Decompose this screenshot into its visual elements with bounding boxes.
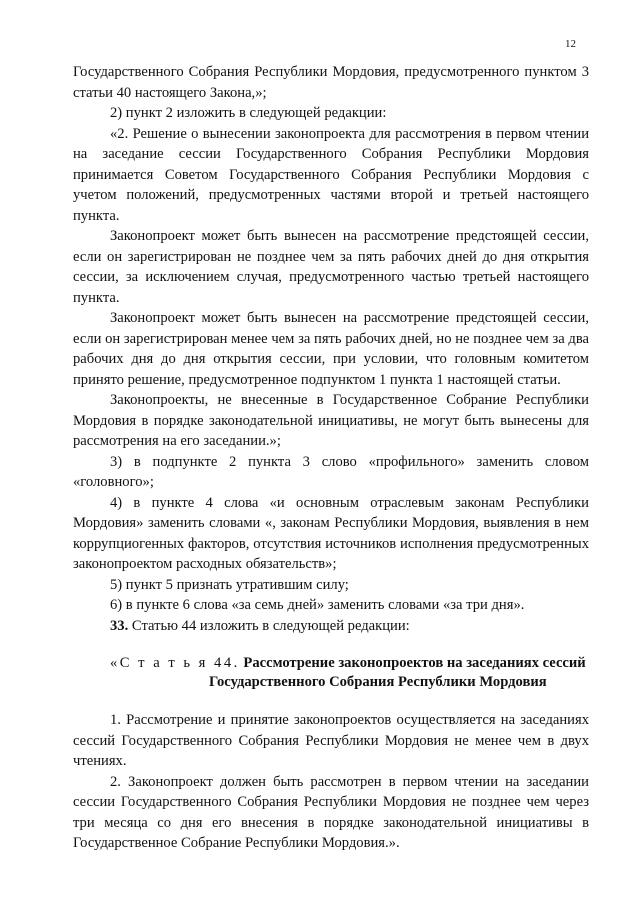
- page-number: 12: [565, 38, 576, 50]
- document-body: [73, 62, 589, 854]
- paragraph: 5) пункт 5 признать утратившим силу;: [110, 576, 349, 593]
- article-heading: [73, 654, 589, 692]
- paragraph: 2. Законопроект должен быть рассмотрен в первом чтении на заседании сессии Государственного Собрания Республики Мордовия не позднее чем через три месяца со дня его внесения в порядке законодательной инициативы в Государственное Собрание Республики Мордовия.».: [73, 773, 589, 851]
- item-33-paragraph: [73, 616, 589, 637]
- paragraph: Государственного Собрания Республики Мордовия, предусмотренного пунктом 3 статьи 40 настоящего Закона,»;: [73, 64, 589, 101]
- paragraph: 6) в пункте 6 слова «за семь дней» заменить словами «за три дня».: [110, 597, 525, 613]
- article-title-line-2: Государственного Собрания Республики Мордовия: [209, 674, 547, 690]
- paragraph: Законопроекты, не внесенные в Государственное Собрание Республики Мордовия в порядке законодательной инициативы, не могут быть вынесены для рассмотрения на его заседании.»;: [73, 392, 589, 449]
- paragraph: 3) в подпункте 2 пункта 3 слово «профильного» заменить словом «головного»;: [73, 453, 589, 490]
- paragraph: 2) пункт 2 изложить в следующей редакции:: [110, 105, 387, 121]
- paragraph: «2. Решение о вынесении законопроекта для рассмотрения в первом чтении на заседание сессии Государственного Собрания Республики Мордовия принимается Советом Государственного Собрания Республики Мордовия с учетом положений, предусмотренных частями второй и третьей настоящего пункта.: [73, 125, 589, 224]
- paragraph: 4) в пункте 4 слова «и основным отраслевым законам Республики Мордовия» заменить словами «, законам Республики Мордовия, выявления в нем коррупциогенных факторов, отсутствия источников исполнения предусмотренных законопроектом расходных обязательств»;: [73, 494, 589, 572]
- item-33-number: 33.: [110, 617, 129, 634]
- paragraph: Законопроект может быть вынесен на рассмотрение предстоящей сессии, если он зарегистрирован не позднее чем за пять рабочих дней до дня открытия сессии, за исключением случая, предусмотренного частью третьей настоящего пункта.: [73, 228, 589, 306]
- paragraph: 1. Рассмотрение и принятие законопроектов осуществляется на заседаниях сессий Государственного Собрания Республики Мордовия не менее чем в двух чтениях.: [73, 712, 589, 769]
- article-title-line-1: Рассмотрение законопроектов на заседаниях сессий: [239, 655, 586, 671]
- item-33-text: Статью 44 изложить в следующей редакции:: [128, 617, 410, 634]
- paragraph: Законопроект может быть вынесен на рассмотрение предстоящей сессии, если он зарегистрирован менее чем за пять рабочих дней, но не позднее чем за два рабочих дня до дня открытия сессии, при условии, что головным комитетом принято решение, предусмотренное подпунктом 1 пункта 1 настоящей статьи.: [73, 310, 589, 388]
- article-prefix: «С т а т ь я 44.: [110, 655, 240, 671]
